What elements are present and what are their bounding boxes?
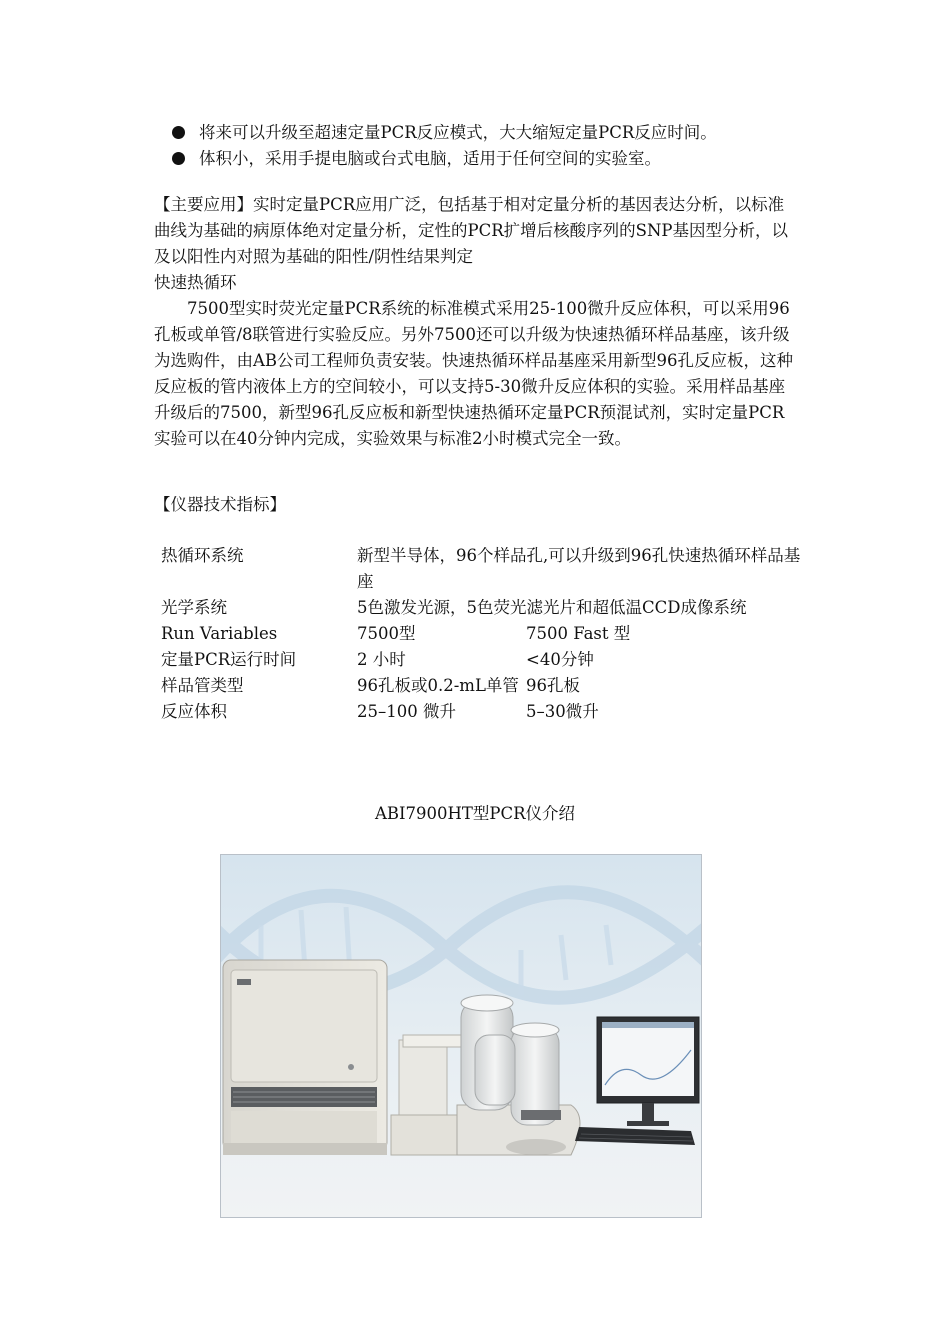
spec-label: 光学系统 <box>161 598 227 617</box>
table-row <box>161 595 801 621</box>
spec-label: 定量PCR运行时间 <box>161 650 297 669</box>
bullet-text: 将来可以升级至超速定量PCR反应模式，大大缩短定量PCR反应时间。 <box>199 123 717 142</box>
table-row <box>161 543 801 595</box>
spec-standard-value: 2 小时 <box>357 650 406 669</box>
applications-paragraph: 【主要应用】实时定量PCR应用广泛，包括基于相对定量分析的基因表达分析，以标准曲线为基础的病原体绝对定量分析，定性的PCR扩增后核酸序列的SNP基因型分析，以及以阳性内对照为基础的阳性/阴性结果判定 <box>154 195 788 266</box>
bullet-dot-icon <box>172 126 185 139</box>
spec-label: Run Variables <box>161 624 278 643</box>
figure-caption: ABI7900HT型PCR仪介绍 <box>374 804 576 823</box>
thermal-cycler-unit <box>223 960 387 1155</box>
spec-label: 样品管类型 <box>161 676 244 695</box>
spec-fast-value: 96孔板 <box>526 676 580 695</box>
fast-cycling-paragraph: 7500型实时荧光定量PCR系统的标准模式采用25-100微升反应体积，可以采用96孔板或单管/8联管进行实验反应。另外7500还可以升级为快速热循环样品基座，该升级为选购件，由AB公司工程师负责安装。快速热循环样品基座采用新型96孔反应板，这种反应板的管内液体上方的空间较小，可以支持5-30微升反应体积的实验。采用样品基座升级后的7500，新型96孔反应板和新型快速热循环定量PCR预混试剂，实时定量PCR实验可以在40分钟内完成，实验效果与标准2小时模式完全一致。 <box>154 299 794 448</box>
spec-standard-value: 96孔板或0.2-mL单管 <box>357 676 519 695</box>
specs-table <box>161 543 801 725</box>
instrument-photo <box>220 854 702 1218</box>
spec-value: 5色激发光源，5色荧光滤光片和超低温CCD成像系统 <box>357 598 747 617</box>
instrument-illustration <box>221 855 701 1217</box>
specs-heading: 【仪器技术指标】 <box>154 495 286 514</box>
spec-fast-value: <40分钟 <box>526 650 594 669</box>
table-row <box>161 673 801 699</box>
bullet-text: 体积小，采用手提电脑或台式电脑，适用于任何空间的实验室。 <box>199 149 661 168</box>
bullet-item <box>172 146 812 172</box>
fast-cycling-heading: 快速热循环 <box>154 273 237 292</box>
spec-label: 反应体积 <box>161 702 227 721</box>
table-row <box>161 647 801 673</box>
bullet-item <box>172 120 812 146</box>
table-row <box>161 621 801 647</box>
spec-fast-value: 7500 Fast 型 <box>526 624 631 643</box>
bullet-dot-icon <box>172 152 185 165</box>
bullet-list <box>172 120 812 172</box>
spec-standard-value: 7500型 <box>357 624 416 643</box>
table-row <box>161 699 801 725</box>
spec-standard-value: 25–100 微升 <box>357 702 456 721</box>
spec-fast-value: 5–30微升 <box>526 702 599 721</box>
spec-label: 热循环系统 <box>161 546 244 565</box>
spec-value: 新型半导体，96个样品孔,可以升级到96孔快速热循环样品基座 <box>357 546 801 591</box>
